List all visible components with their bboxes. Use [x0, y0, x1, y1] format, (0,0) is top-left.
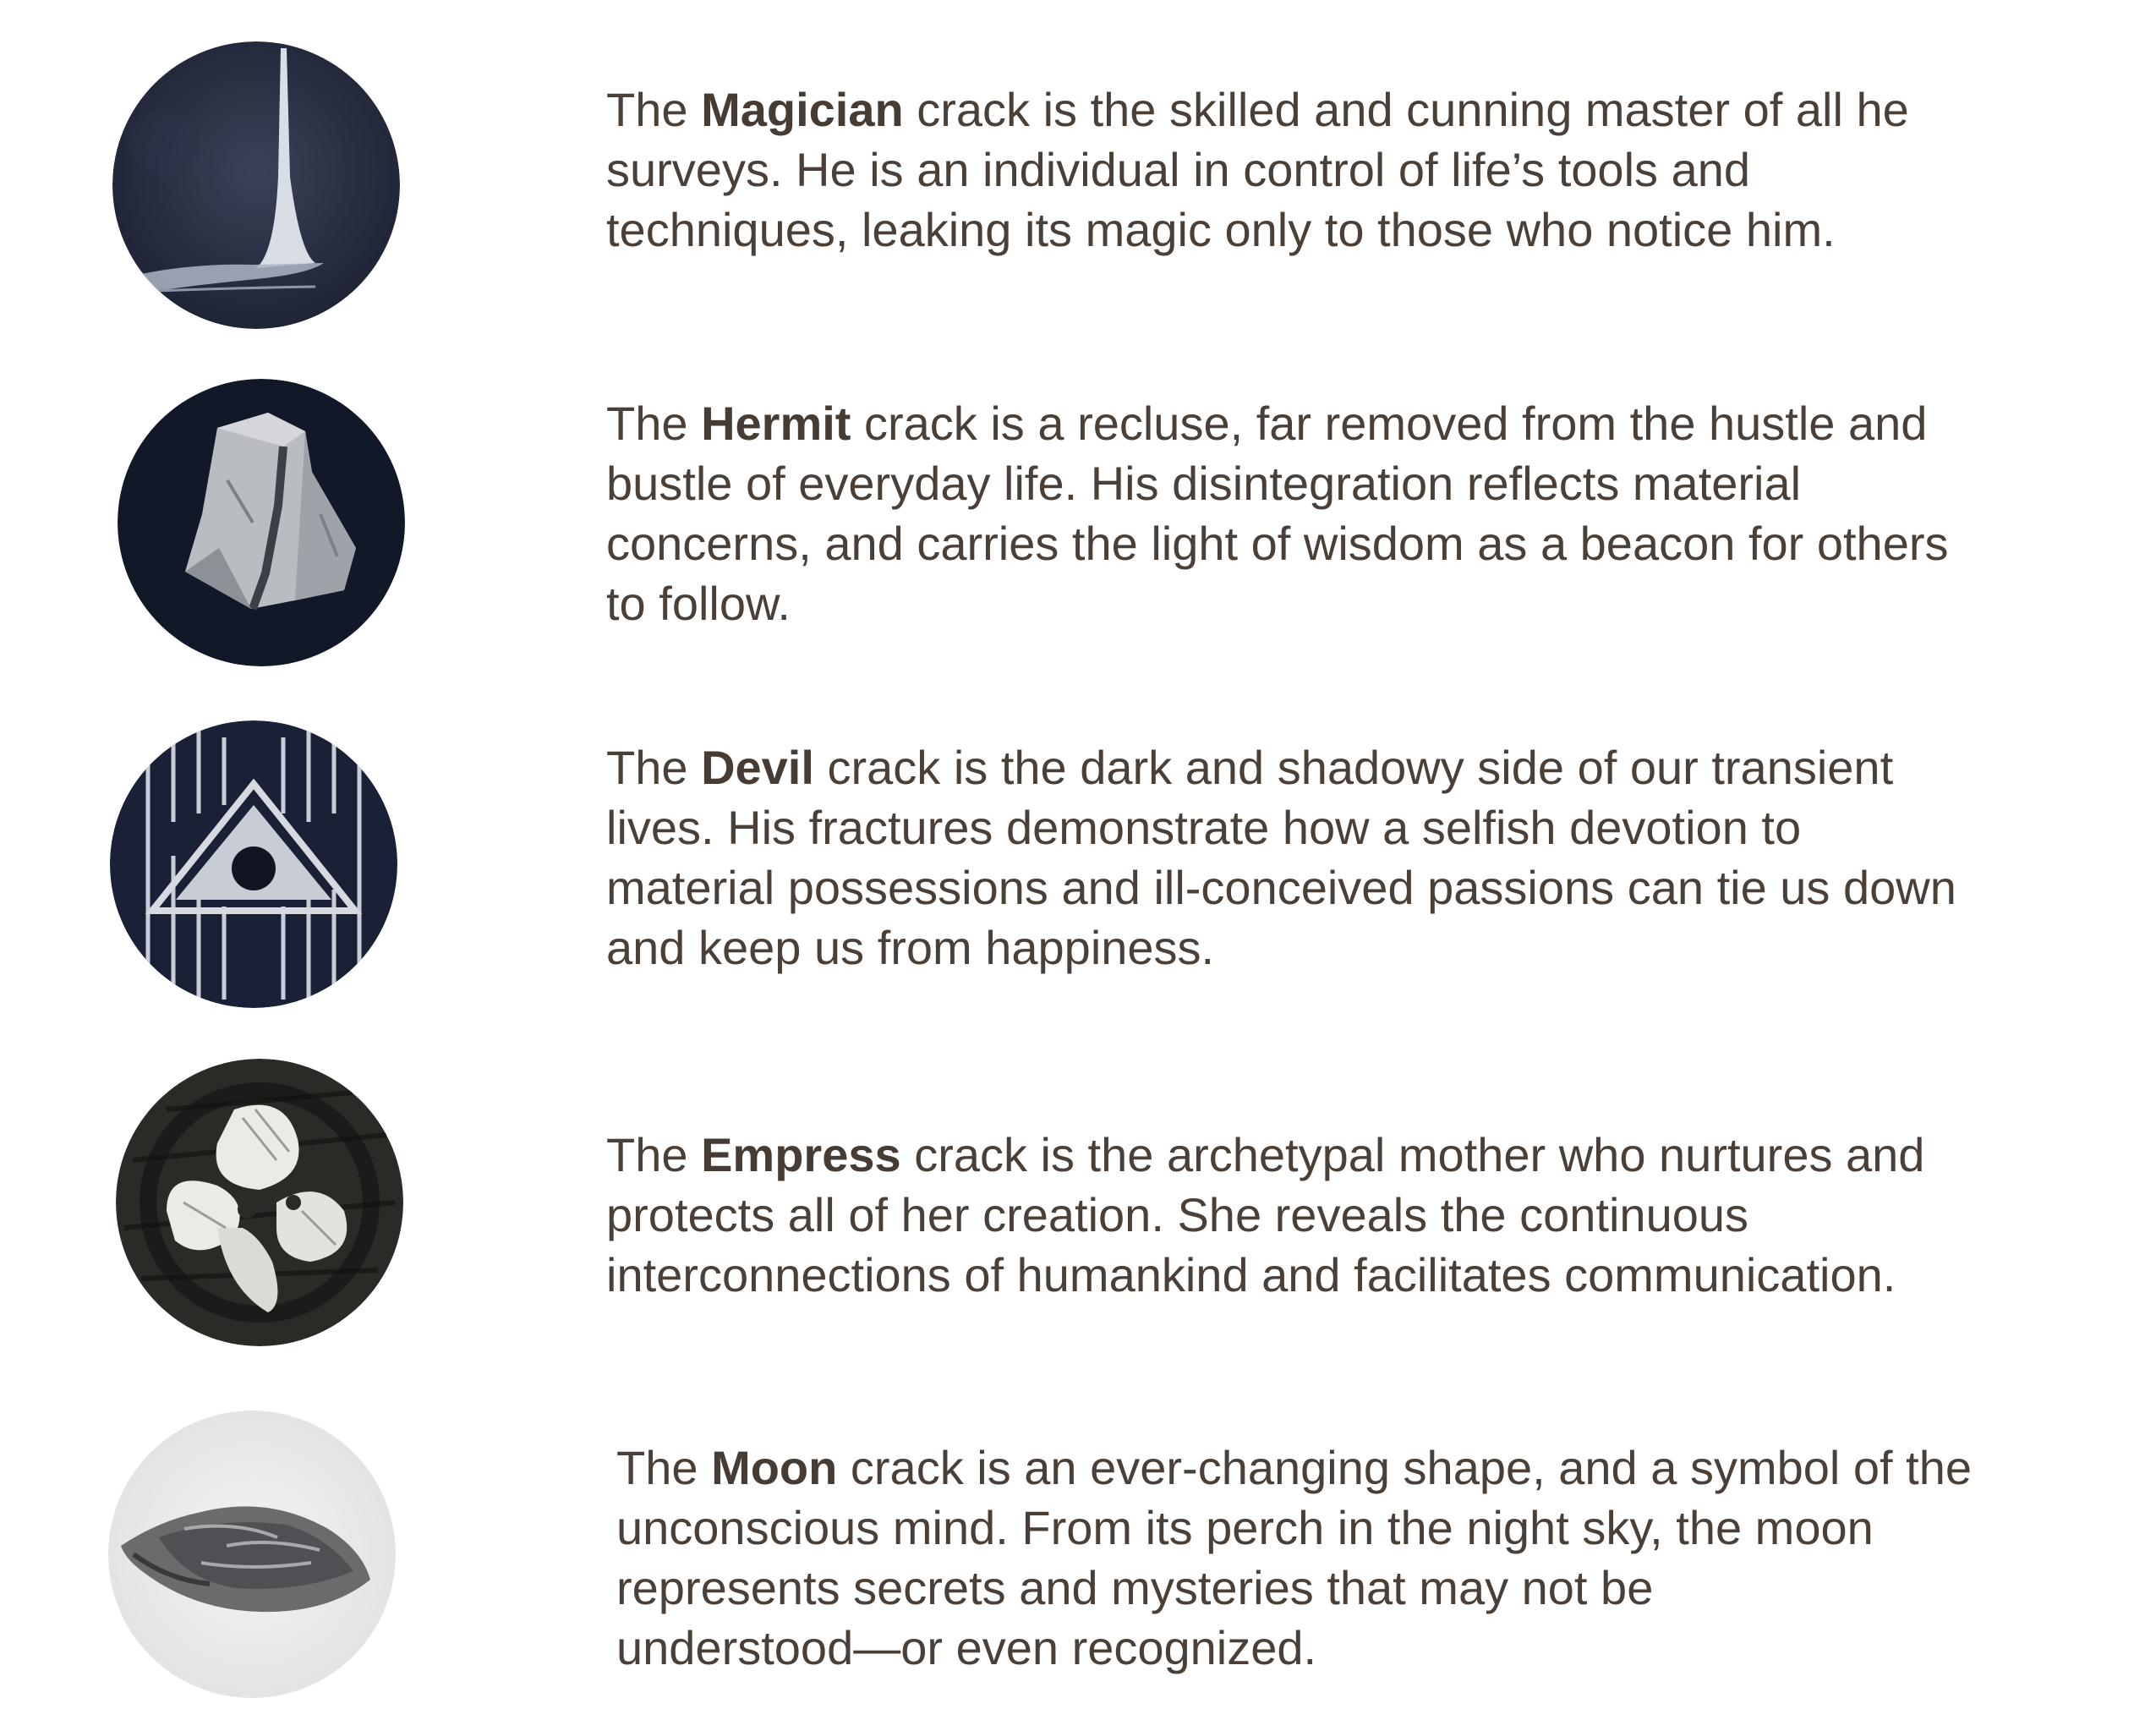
- magician-name: Magician: [701, 83, 904, 136]
- hermit-description: The Hermit crack is a recluse, far removed from the hustle and bustle of everyday life. His disintegration reflects material concerns, and carries the light of wisdom as a beacon for others to follow.: [606, 397, 1949, 630]
- devil-crack-icon: [110, 720, 397, 1008]
- hermit-name: Hermit: [701, 397, 851, 450]
- empress-description: The Empress crack is the archetypal mother who nurtures and protects all of her creation. She reveals the continuous interconnections of humankind and facilitates communication.: [606, 1128, 1925, 1301]
- moon-name: Moon: [711, 1441, 838, 1494]
- devil-name: Devil: [701, 741, 814, 794]
- moon-crack-icon: [108, 1411, 396, 1698]
- moon-description: The Moon crack is an ever-changing shape, and a symbol of the unconscious mind. From its perch in the night sky, the moon represents secrets and mysteries that may not be understood—or even recognized.: [616, 1441, 1972, 1674]
- empress-crack-icon: [116, 1059, 403, 1346]
- magician-crack-icon: [112, 41, 400, 329]
- devil-description: The Devil crack is the dark and shadowy side of our transient lives. His fractures demonstrate how a selfish devotion to material possessions and ill-conceived passions can tie us down and keep us from happiness.: [606, 741, 1956, 974]
- empress-name: Empress: [701, 1128, 901, 1181]
- hermit-crack-icon: [118, 379, 405, 666]
- magician-description: The Magician crack is the skilled and cunning master of all he surveys. He is an individual in control of life’s tools and techniques, leaking its magic only to those who notice him.: [606, 83, 1909, 256]
